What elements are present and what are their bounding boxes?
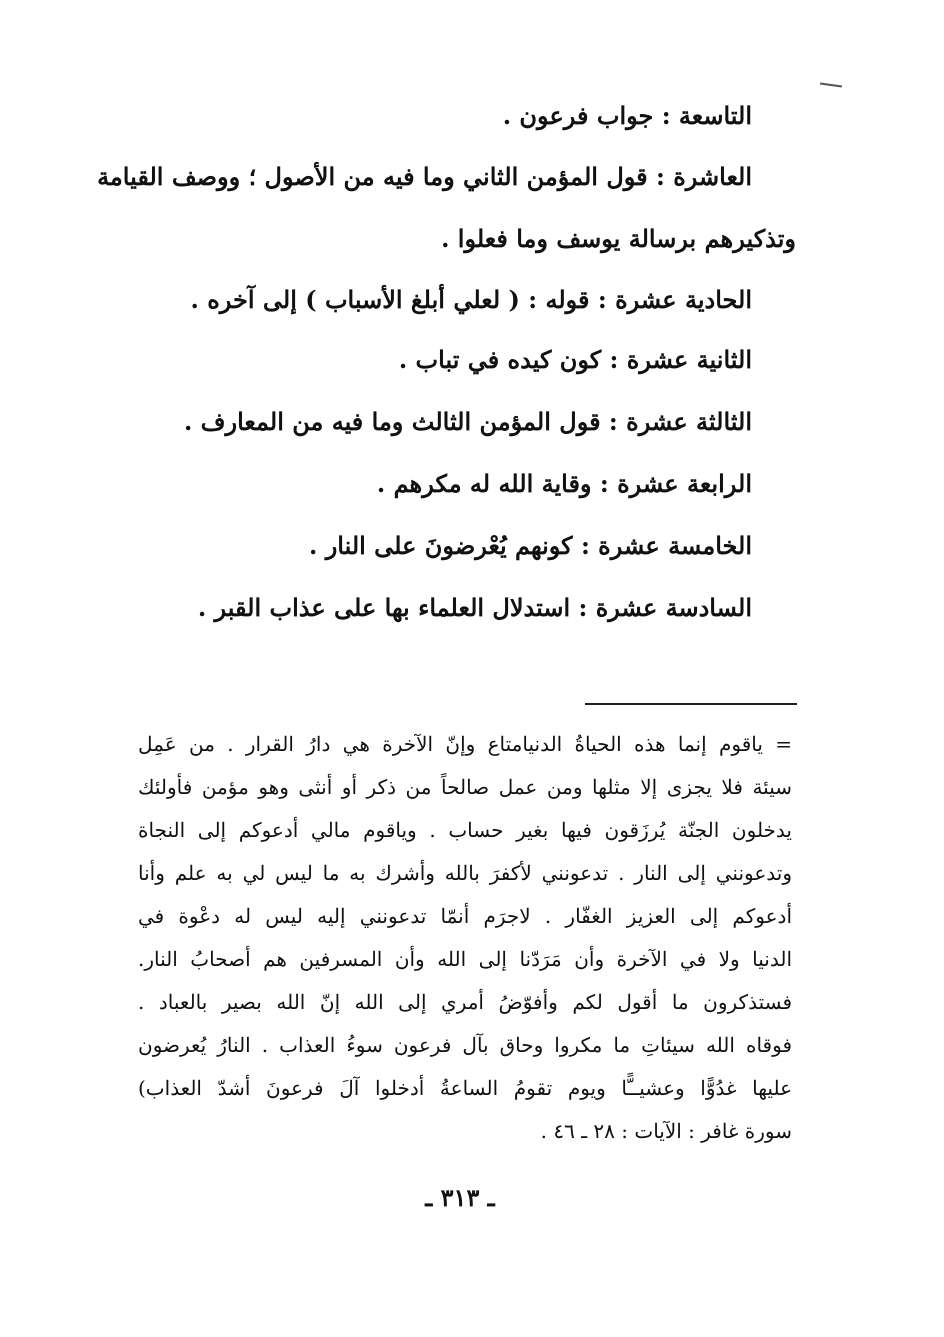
main-line-11: الحادية عشرة : قوله : ( لعلي أبلغ الأسباب ) إلى آخره . xyxy=(190,285,752,314)
footnote-line: = ياقوم إنما هذه الحياةُ الدنيامتاع وإنّ الآخرة هي دارُ القرار . من عَمِل xyxy=(138,732,792,756)
main-line-9: التاسعة : جواب فرعون . xyxy=(502,101,752,130)
footnote-line: يدخلون الجنّة يُرزَقون فيها بغير حساب . وياقوم مالي أدعوكم إلى النجاة xyxy=(138,818,792,842)
footnote-line: وتدعونني إلى النار . تدعونني لأكفرَ بالله وأشرك به ما ليس لي به علم وأنا xyxy=(138,861,792,885)
footnote-line: فستذكرون ما أقول لكم وأفوّضُ أمري إلى الله إنّ الله بصير بالعباد . xyxy=(138,990,792,1014)
footnote-citation: سورة غافر : الآيات : ٢٨ ـ ٤٦ . xyxy=(540,1119,792,1143)
main-line-10-continued: وتذكيرهم برسالة يوسف وما فعلوا . xyxy=(441,224,796,253)
page-number: ـ ٣١٣ ـ xyxy=(425,1183,495,1212)
main-line-16: السادسة عشرة : استدلال العلماء بها على عذاب القبر . xyxy=(197,593,752,622)
footnote-line: الدنيا ولا في الآخرة وأن مَرَدّنا إلى الله وأن المسرفين هم أصحابُ النار. xyxy=(138,947,792,971)
main-line-13: الثالثة عشرة : قول المؤمن الثالث وما فيه من المعارف . xyxy=(183,407,752,436)
main-line-10: العاشرة : قول المؤمن الثاني وما فيه من الأصول ؛ ووصف القيامة xyxy=(97,162,752,191)
main-text xyxy=(0,0,944,640)
footnote-separator xyxy=(585,703,797,705)
main-line-14: الرابعة عشرة : وقاية الله له مكرهم . xyxy=(376,469,752,498)
main-line-12: الثانية عشرة : كون كيده في تباب . xyxy=(398,345,752,374)
main-line-15: الخامسة عشرة : كونهم يُعْرضونَ على النار . xyxy=(308,531,752,560)
footnote-line: فوقاه الله سيئاتِ ما مكروا وحاق بآل فرعون سوءُ العذاب . النارُ يُعرضون xyxy=(138,1033,792,1057)
footnote-line: أدعوكم إلى العزيز الغفّار . لاجرَم أنمّا تدعونني إليه ليس له دعْوة في xyxy=(138,904,792,928)
footnote-line: عليها غدُوًّا وعشيــًّا ويوم تقومُ الساعةُ أدخلوا آلَ فرعونَ أشدّ العذاب) xyxy=(138,1076,792,1100)
footnote-line: سيئة فلا يجزى إلا مثلها ومن عمل صالحاً من ذكر أو أنثى وهو مؤمن فأولئك xyxy=(138,775,792,799)
